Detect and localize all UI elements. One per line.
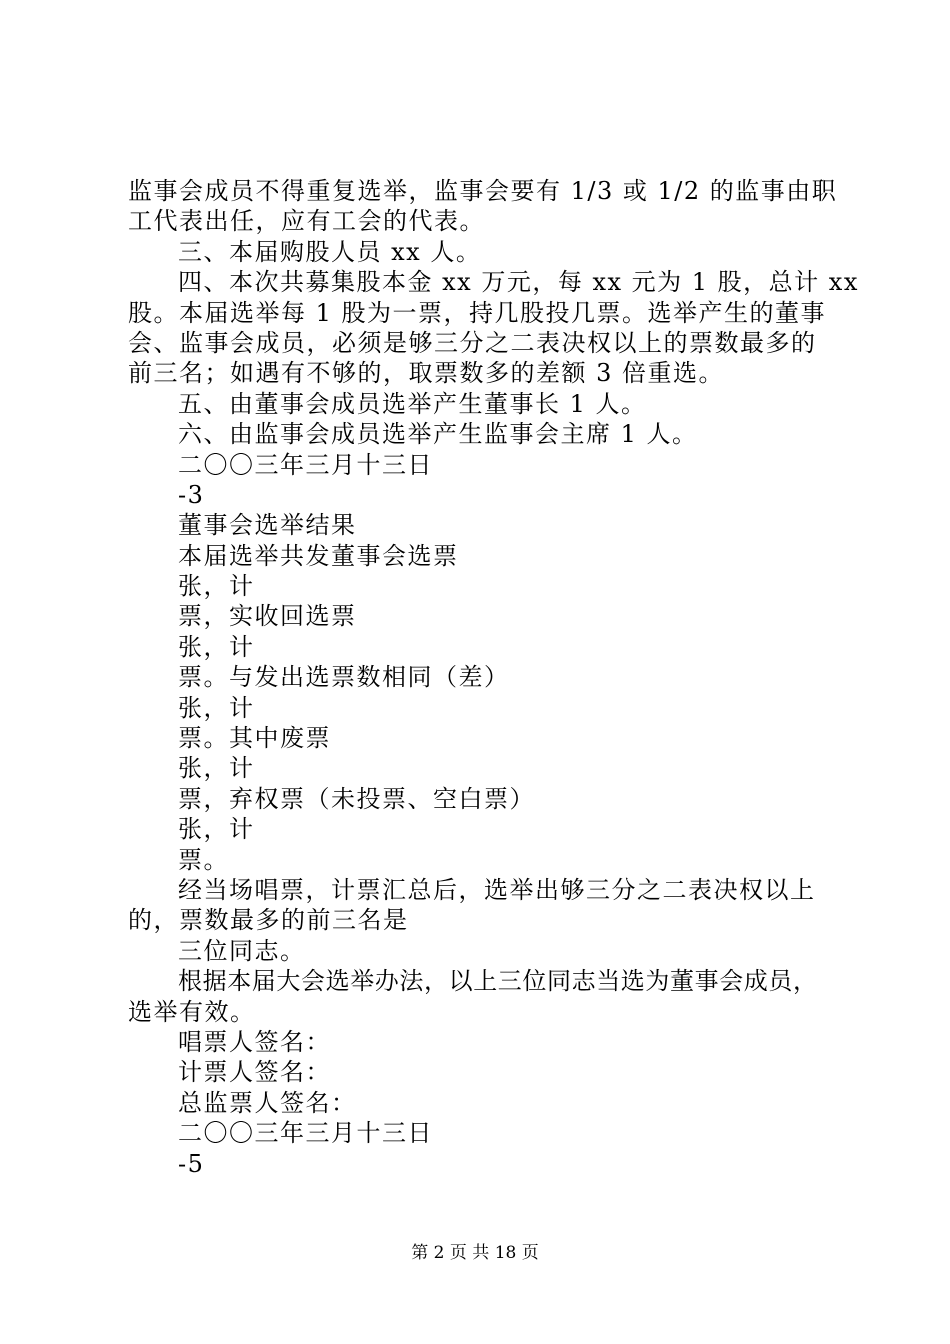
- document-line: 张，计: [178, 754, 255, 783]
- document-line: 票。与发出选票数相同（差）: [178, 663, 510, 692]
- document-line: 会、监事会成员，必须是够三分之二表决权以上的票数最多的: [128, 328, 817, 357]
- document-line: 前三名；如遇有不够的，取票数多的差额 3 倍重选。: [128, 359, 725, 388]
- page-footer: 第 2 页 共 18 页: [411, 1243, 539, 1263]
- document-line: 票，弃权票（未投票、空白票）: [178, 784, 535, 813]
- document-line: 三、本届购股人员 xx 人。: [178, 237, 482, 266]
- document-line: 二〇〇三年三月十三日: [178, 1119, 433, 1148]
- document-line: 张，计: [178, 693, 255, 722]
- document-line: 本届选举共发董事会选票: [178, 541, 459, 570]
- document-line: 六、由监事会成员选举产生监事会主席 1 人。: [178, 420, 698, 449]
- document-line: 监事会成员不得重复选举，监事会要有 1/3 或 1/2 的监事由职: [128, 177, 838, 205]
- document-line: 五、由董事会成员选举产生董事长 1 人。: [178, 389, 647, 418]
- document-line: 张，计: [178, 815, 255, 844]
- document-line: 张，计: [178, 632, 255, 661]
- document-line: 票，实收回选票: [178, 602, 357, 631]
- document-line: 总监票人签名：: [178, 1088, 357, 1117]
- document-line: 股。本届选举每 1 股为一票，持几股投几票。选举产生的董事: [128, 298, 827, 327]
- document-line: 三位同志。: [178, 936, 306, 965]
- document-line: 董事会选举结果: [178, 511, 357, 540]
- document-line: -5: [178, 1149, 205, 1178]
- document-body: [128, 176, 859, 1179]
- document-line: 票。其中废票: [178, 724, 331, 753]
- document-line: 计票人签名：: [178, 1058, 331, 1087]
- document-line: 经当场唱票，计票汇总后，选举出够三分之二表决权以上: [178, 875, 816, 904]
- document-line: 张，计: [178, 572, 255, 601]
- document-line: 票。: [178, 845, 229, 874]
- document-line: 四、本次共募集股本金 xx 万元，每 xx 元为 1 股，总计 xx: [178, 268, 859, 297]
- document-line: 二〇〇三年三月十三日: [178, 450, 433, 479]
- document-line: -3: [178, 480, 205, 509]
- document-line: 工代表出任，应有工会的代表。: [128, 207, 485, 236]
- document-line: 唱票人签名：: [178, 1027, 331, 1056]
- document-line: 根据本届大会选举办法，以上三位同志当选为董事会成员，: [178, 967, 818, 996]
- document-line: 的，票数最多的前三名是: [128, 906, 409, 935]
- document-line: 选举有效。: [128, 997, 256, 1026]
